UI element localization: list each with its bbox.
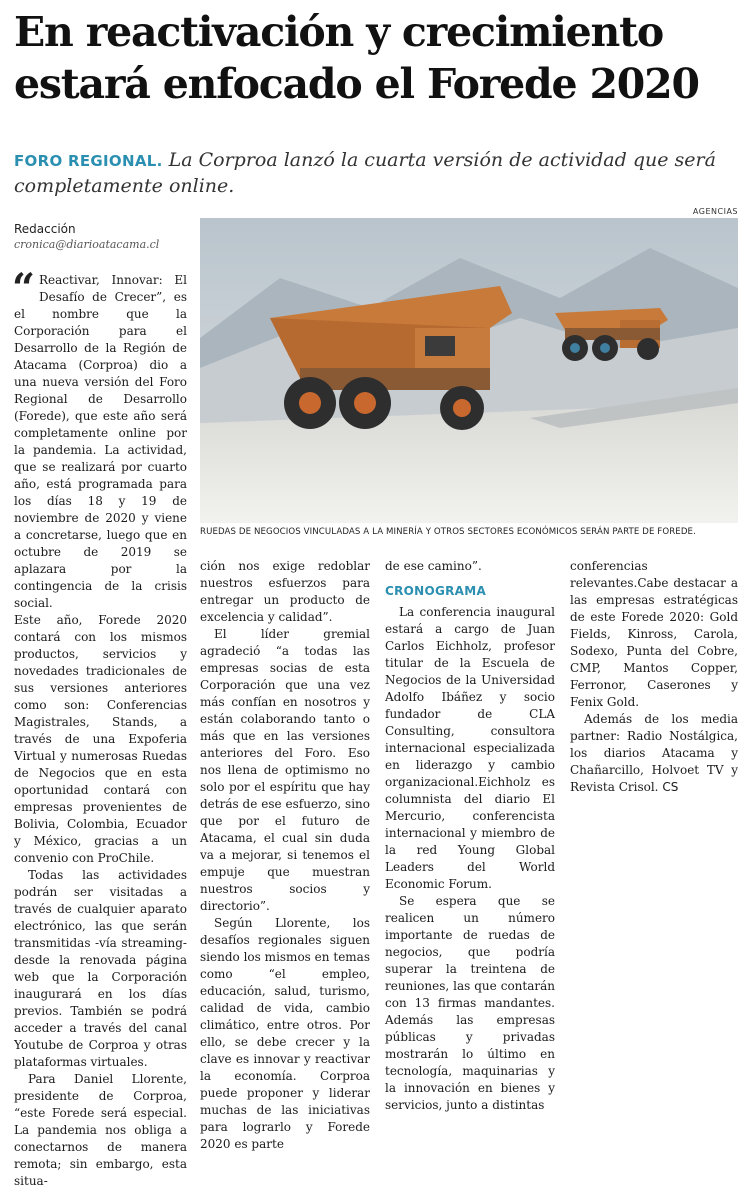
paragraph: conferencias relevantes.Cabe destacar a las empresas estratégicas de este Forede 2020: Gold Fields, Kinross, Carola, Sodexo, Punta del Cobre, CMP, Mantos Copper, Ferronor, Caserones y Fenix Gold. — [570, 559, 738, 709]
column-1 — [12, 265, 187, 1190]
paragraph — [570, 711, 738, 796]
deck — [14, 148, 738, 199]
paragraph: El líder gremial agradeció “a todas las empresas socias de esta Corporación que una vez más confían en nosotros y están colaborando tanto o más que en las versiones anteriores del Foro. Eso nos llena de optimismo no solo por el espíritu que hay detrás de ese esfuerzo, sino que por el futuro de Atacama, el cual sin duda va a mejorar, si tenemos el empuje que muestran nuestros socios y directorio”. — [200, 627, 370, 913]
author-email: cronica@diarioatacama.cl — [14, 238, 160, 251]
photo-caption: RUEDAS DE NEGOCIOS VINCULADAS A LA MINERÍA Y OTROS SECTORES ECONÓMICOS SERÁN PARTE DE FOREDE. — [200, 527, 696, 537]
paragraph-text: Además de los media partner: Radio Nostálgica, los diarios Atacama y Chañarcillo, Holvoet TV y Revista Crisol. — [570, 712, 738, 794]
column-4 — [570, 558, 738, 796]
byline — [14, 222, 194, 251]
column-2 — [200, 558, 370, 1153]
lead-paragraph — [12, 265, 187, 612]
headline: En reactivación y crecimiento estará enfocado el Forede 2020 — [14, 8, 699, 108]
deck-text: La Corproa lanzó la cuarta versión de actividad que será completamente online. — [14, 149, 716, 197]
article-photo — [200, 218, 738, 523]
paragraph: Se espera que se realicen un número importante de ruedas de negocios, que podría superar la treintena de reuniones, las que contarán con 13 firmas mandantes. Además las empresas públicas y privadas mostrarán lo último en tecnología, maquinarias y la innovación en bienes y servicios, junto a distintas — [385, 894, 555, 1112]
paragraph: Este año, Forede 2020 contará con los mismos productos, servicios y novedades tradicionales de sus versiones anteriores como son: Conferencias Magistrales, Stands, a través de una Expoferia Virtual y numerosas Ruedas de Negocios que en esta oportunidad contará con empresas provenientes de Bolivia, Colombia, Ecuador y México, gracias a un convenio con ProChile. — [14, 613, 187, 865]
paragraph: Según Llorente, los desafíos regionales siguen siendo los mismos en temas como “el empleo, educación, salud, turismo, calidad de vida, cambio climático, entre otros. Por ello, se debe crecer y la clave es innovar y reactivar la economía. Corproa puede proponer y liderar muchas de las iniciativas para lograrlo y Forede 2020 es parte — [200, 916, 370, 1151]
paragraph-text: Reactivar, Innovar: El Desafío de Crecer”, es el nombre que la Corporación para el Desarrollo de la Región de Atacama (Corproa) dio a una nueva versión del Foro Regional de Desarrollo (Forede), que este año será completamente online por la pandemia. La actividad, que se realizará por cuarto año, está programada para los días 18 y 19 de noviembre de 2020 y viene a concretarse, luego que en octubre de 2019 se aplazara por la contingencia de la crisis social. — [14, 273, 187, 610]
small-haul-truck — [555, 308, 668, 361]
paragraph: de ese camino”. — [385, 559, 482, 573]
mining-trucks-illustration — [200, 218, 738, 523]
kicker: FORO REGIONAL. — [14, 152, 163, 170]
paragraph: Para Daniel Llorente, presidente de Corproa, “este Forede será especial. La pandemia nos obliga a conectarnos de manera remota; sin embargo, esta situa- — [14, 1072, 187, 1188]
quote-icon: “ — [12, 265, 36, 312]
paragraph: ción nos exige redoblar nuestros esfuerzos para entregar un producto de excelencia y calidad”. — [200, 559, 370, 624]
end-mark-icon: CS — [662, 780, 679, 794]
photo-credit: AGENCIAS — [692, 207, 738, 216]
author-name: Redacción — [14, 222, 76, 236]
paragraph: Todas las actividades podrán ser visitadas a través de cualquier aparato electrónico, las que serán transmitidas -vía streaming- desde la renovada página web que la Corporación inaugurará en los días previos. También se podrá acceder a través del canal Youtube de Corproa y otras plataformas virtuales. — [14, 868, 187, 1069]
section-subhead: CRONOGRAMA — [385, 584, 487, 598]
paragraph: La conferencia inaugural estará a cargo de Juan Carlos Eichholz, profesor titular de la Escuela de Negocios de la Universidad Adolfo Ibáñez y socio fundador de CLA Consulting, consultora internacional especializada en liderazgo y cambio organizacional.Eichholz es columnista del diario El Mercurio, conferencista internacional y miembro de la red Young Global Leaders del World Economic Forum. — [385, 605, 555, 891]
column-3 — [385, 558, 555, 1114]
